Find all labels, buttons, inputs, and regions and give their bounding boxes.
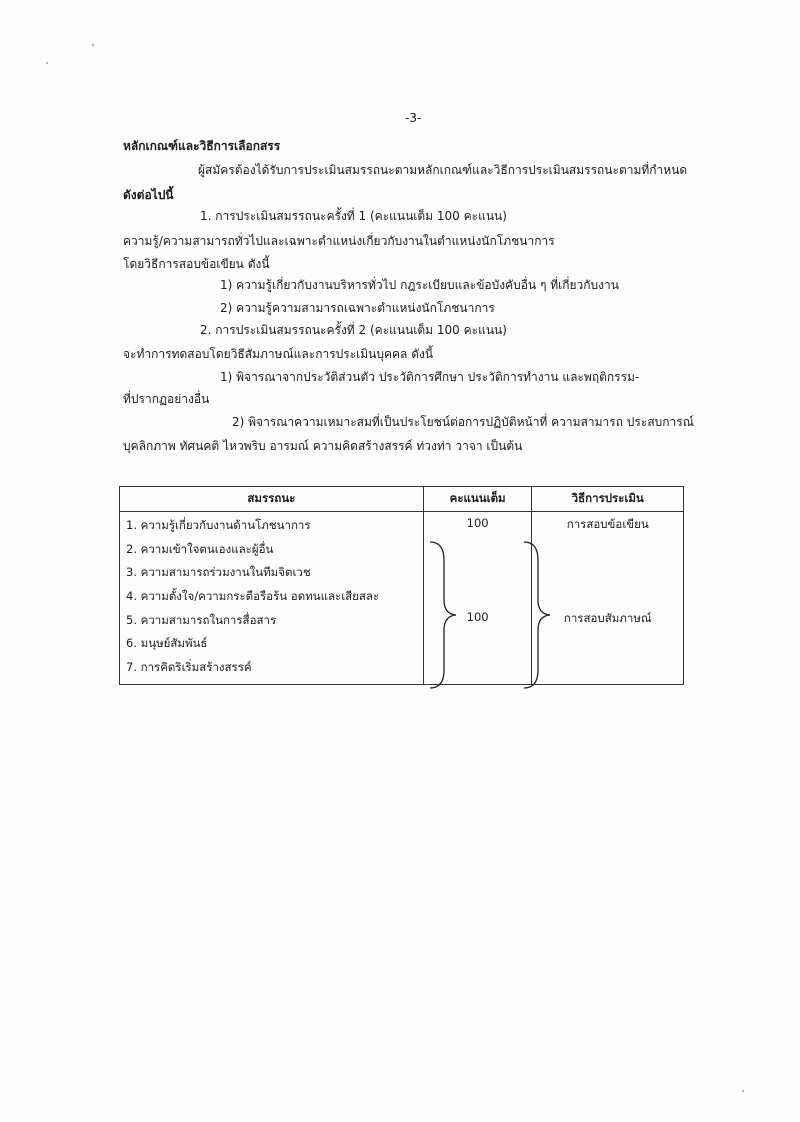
intro-line-2: ดังต่อไปนี้ [123, 188, 174, 202]
round-2-item-2-line-2: บุคลิกภาพ ทัศนคติ ไหวพริบ อารมณ์ ความคิดสร้างสรรค์ ท่วงท่า วาจา เป็นต้น [123, 439, 523, 453]
round-1-item-1: 1) ความรู้เกี่ยวกับงานบริหารทั่วไป กฎระเบียบและข้อบังคับอื่น ๆ ที่เกี่ยวกับงาน [220, 278, 619, 292]
round-2-desc: จะทำการทดสอบโดยวิธีสัมภาษณ์และการประเมินบุคคล ดังนี้ [123, 347, 434, 361]
round-1-desc-line-2: โดยวิธีการสอบข้อเขียน ดังนี้ [123, 257, 270, 271]
round-2-item-1-line-2: ที่ปรากฏอย่างอื่น [123, 392, 210, 406]
score-interview: 100 [466, 610, 489, 624]
header-competency: สมรรถนะ [120, 487, 424, 512]
header-full-score: คะแนนเต็ม [423, 487, 532, 512]
competency-item: 4. ความตั้งใจ/ความกระตือรือร้น อดทนและเสียสละ [126, 589, 380, 604]
method-interview: การสอบสัมภาษณ์ [563, 611, 652, 625]
round-2-item-1-line-1: 1) พิจารณาจากประวัติส่วนตัว ประวัติการศึกษา ประวัติการทำงาน และพฤติกรรม- [220, 370, 640, 384]
table-header-row [120, 487, 684, 512]
scan-speck [92, 44, 94, 46]
competency-table [119, 486, 684, 685]
scan-speck [46, 62, 48, 64]
competency-list [120, 512, 424, 685]
round-1-desc-line-1: ความรู้/ความสามารถทั่วไปและเฉพาะตำแหน่งเกี่ยวกับงานในตำแหน่งนักโภชนาการ [123, 234, 555, 248]
competency-item: 7. การคิดริเริ่มสร้างสรรค์ [126, 660, 252, 675]
competency-item: 1. ความรู้เกี่ยวกับงานด้านโภชนาการ [126, 518, 311, 532]
round-1-item-2: 2) ความรู้ความสามารถเฉพาะตำแหน่งนักโภชนาการ [220, 301, 495, 315]
score-column [423, 512, 532, 685]
header-method: วิธีการประเมิน [532, 487, 684, 512]
competency-item: 3. ความสามารถร่วมงานในทีมจิตเวช [126, 565, 311, 580]
page-number: -3- [405, 111, 422, 125]
section-heading: หลักเกณฑ์และวิธีการเลือกสรร [123, 139, 281, 153]
round-2-title: 2. การประเมินสมรรถนะครั้งที่ 2 (คะแนนเต็ม 100 คะแนน) [200, 323, 507, 337]
table-body-row [120, 512, 684, 685]
round-1-title: 1. การประเมินสมรรถนะครั้งที่ 1 (คะแนนเต็ม 100 คะแนน) [200, 209, 507, 223]
round-2-item-2-line-1: 2) พิจารณาความเหมาะสมที่เป็นประโยชน์ต่อการปฏิบัติหน้าที่ ความสามารถ ประสบการณ์ [232, 415, 694, 429]
intro-line-1: ผู้สมัครต้องได้รับการประเมินสมรรถนะตามหลักเกณฑ์และวิธีการประเมินสมรรถนะตามที่กำหนด [198, 163, 688, 177]
method-column [532, 512, 684, 685]
competency-item: 5. ความสามารถในการสื่อสาร [126, 612, 277, 627]
competency-item: 6. มนุษย์สัมพันธ์ [126, 636, 208, 651]
method-written: การสอบข้อเขียน [566, 517, 649, 531]
score-written: 100 [466, 516, 489, 530]
scan-speck [742, 1090, 744, 1092]
competency-item: 2. ความเข้าใจตนเองและผู้อื่น [126, 541, 274, 556]
